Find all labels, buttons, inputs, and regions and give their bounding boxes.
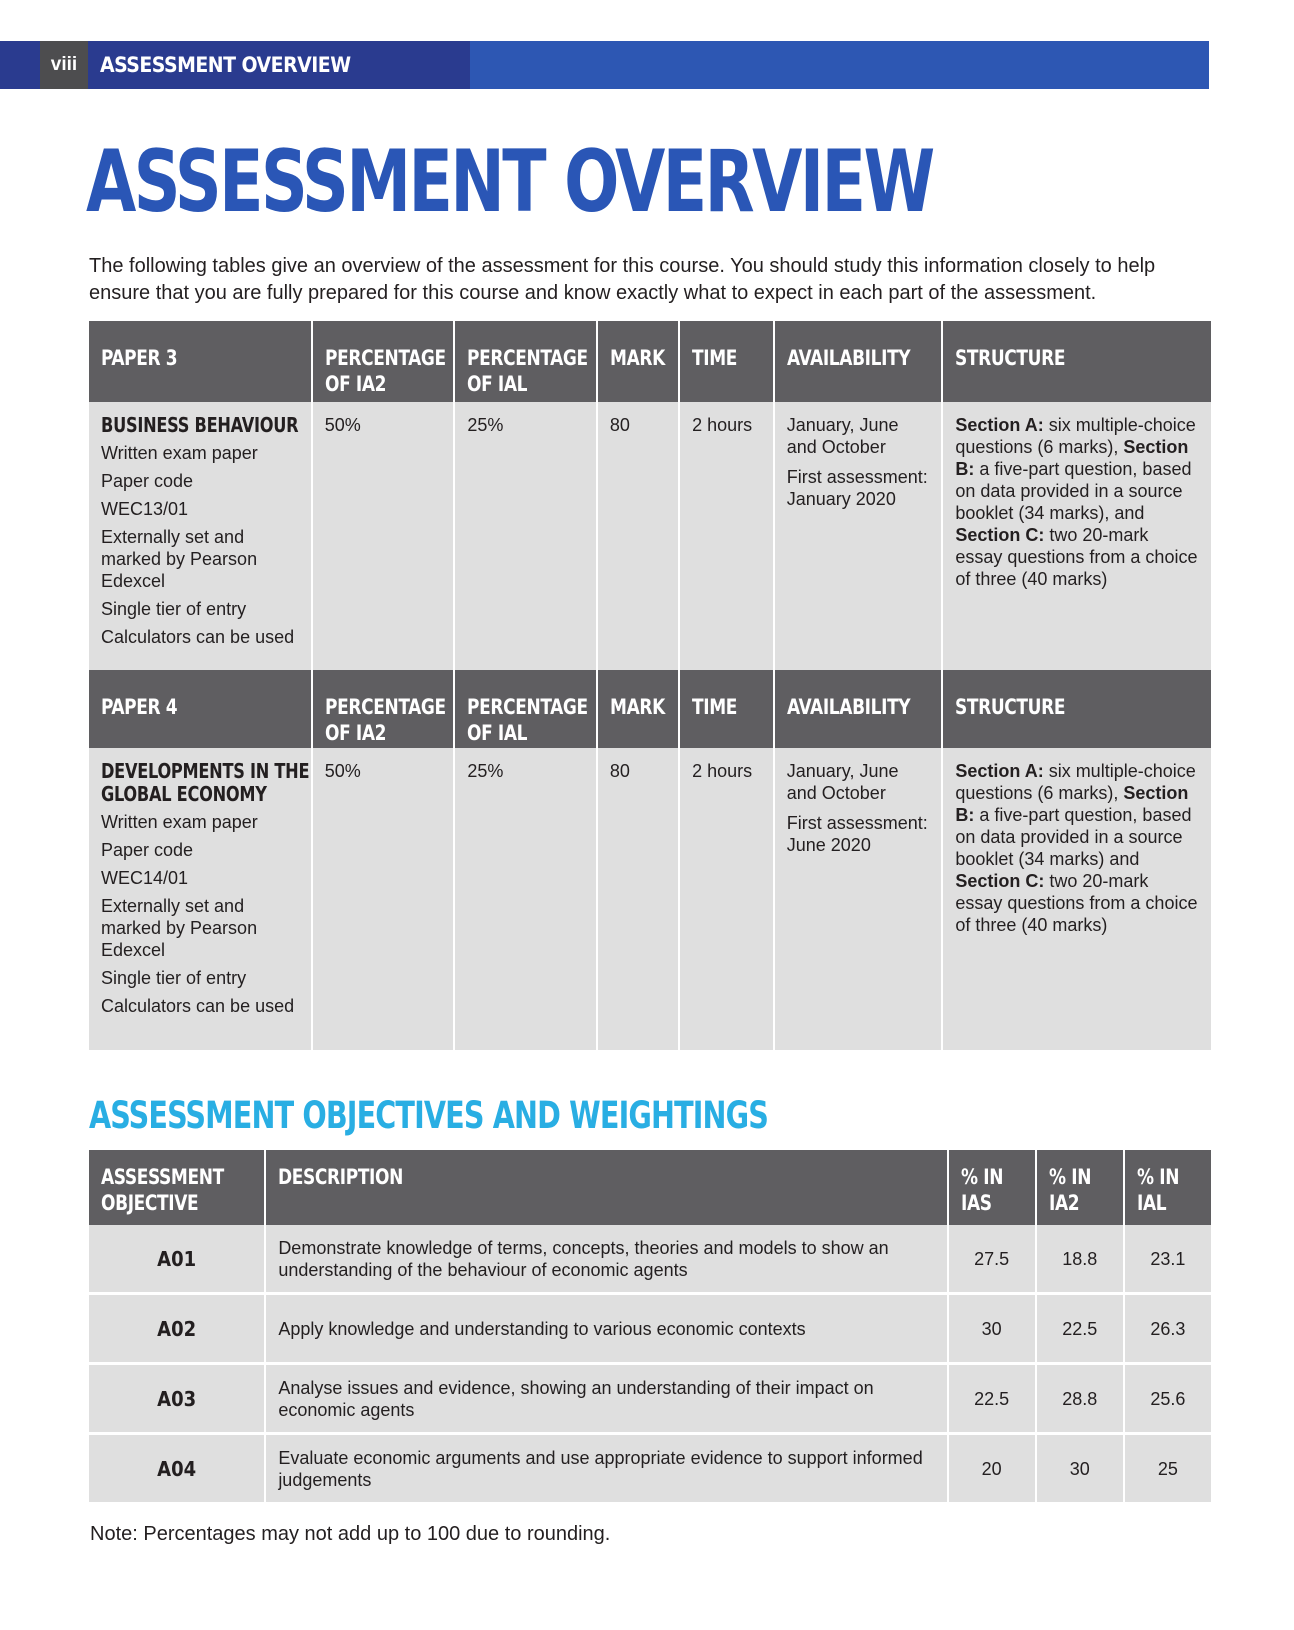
objective-ias: 27.5 (949, 1225, 1035, 1295)
objectives-header-objective: ASSESSMENT OBJECTIVE (89, 1150, 264, 1225)
paper4-header-paper: PAPER 4 (89, 670, 311, 748)
paper3-header-row (89, 321, 1211, 402)
objectives-header-ias: % IN IAS (949, 1150, 1035, 1225)
papers-table (87, 321, 1213, 1050)
paper4-pct-ia2: 50% (313, 748, 454, 1050)
intro-paragraph: The following tables give an overview of the assessment for this course. You should study this information closely to help ensure that you are fully prepared for this course and know exactly what to expect in each part of the assessment. (89, 255, 1156, 304)
objectives-header-row (89, 1150, 1211, 1225)
paper4-header-pct-ial: PERCENTAGE OF IAL (455, 670, 596, 748)
paper3-availability-cell (775, 402, 942, 670)
objectives-header-ia2: % IN IA2 (1037, 1150, 1123, 1225)
paper4-availability-cell (775, 748, 942, 1050)
paper4-structure: Section A: six multiple-choice questions (6 marks), Section B: a five-part question, based on data provided in a source booklet (34 marks) and Section C: two 20-mark essay questions from a choice of three (40 marks) (943, 748, 1211, 1050)
paper4-detail: Written exam paper (101, 812, 258, 832)
paper3-detail: Calculators can be used (101, 627, 295, 647)
objective-code: A01 (89, 1225, 264, 1295)
paper3-mark: 80 (598, 402, 678, 670)
paper4-info-cell (89, 748, 311, 1050)
paper3-body-row (89, 402, 1211, 670)
paper4-time: 2 hours (680, 748, 773, 1050)
objective-ias: 30 (949, 1295, 1035, 1365)
objective-description: Analyse issues and evidence, showing an understanding of their impact on economic agents (266, 1365, 946, 1435)
paper4-header-availability: AVAILABILITY (775, 670, 942, 748)
paper4-header-mark: MARK (598, 670, 678, 748)
objective-ia2: 18.8 (1037, 1225, 1123, 1295)
table-row (89, 1225, 1211, 1295)
paper3-detail: Single tier of entry (101, 599, 247, 619)
paper4-detail: Paper code (101, 840, 194, 860)
paper3-header-pct-ia2: PERCENTAGE OF IA2 (313, 321, 454, 402)
table-row (89, 1435, 1211, 1505)
paper3-header-mark: MARK (598, 321, 678, 402)
objective-ia2: 22.5 (1037, 1295, 1123, 1365)
paper4-header-time: TIME (680, 670, 773, 748)
page-number: viii (40, 41, 88, 89)
paper3-header-paper: PAPER 3 (89, 321, 311, 402)
running-header (0, 41, 1209, 89)
paper4-first-assessment: First assessment: June 2020 (786, 813, 928, 855)
paper4-detail: Single tier of entry (101, 968, 247, 988)
rounding-note: Note: Percentages may not add up to 100 due to rounding. (90, 1523, 611, 1545)
objective-ial: 26.3 (1125, 1295, 1211, 1365)
paper3-header-structure: STRUCTURE (943, 321, 1211, 402)
objectives-heading: ASSESSMENT OBJECTIVES AND WEIGHTINGS (89, 1094, 769, 1137)
objective-ias: 22.5 (949, 1365, 1035, 1435)
paper3-time: 2 hours (680, 402, 773, 670)
paper4-mark: 80 (598, 748, 678, 1050)
objective-ial: 25.6 (1125, 1365, 1211, 1435)
paper3-pct-ial: 25% (455, 402, 596, 670)
objective-description: Demonstrate knowledge of terms, concepts, theories and models to show an understanding of the behaviour of economic agents (266, 1225, 946, 1295)
objectives-header-ial: % IN IAL (1125, 1150, 1211, 1225)
paper3-availability: January, June and October (786, 415, 899, 457)
paper4-header-pct-ia2: PERCENTAGE OF IA2 (313, 670, 454, 748)
paper4-detail: Externally set and marked by Pearson Edexcel (101, 896, 258, 960)
objectives-header-description: DESCRIPTION (266, 1150, 946, 1225)
paper4-detail: Calculators can be used (101, 996, 295, 1016)
objective-description: Apply knowledge and understanding to various economic contexts (266, 1295, 946, 1365)
paper4-header-structure: STRUCTURE (943, 670, 1211, 748)
objectives-table (87, 1150, 1213, 1505)
paper3-header-time: TIME (680, 321, 773, 402)
objective-ial: 25 (1125, 1435, 1211, 1505)
paper4-pct-ial: 25% (455, 748, 596, 1050)
paper3-header-pct-ial: PERCENTAGE OF IAL (455, 321, 596, 402)
paper3-info-cell (89, 402, 311, 670)
objective-ial: 23.1 (1125, 1225, 1211, 1295)
paper3-header-availability: AVAILABILITY (775, 321, 942, 402)
paper3-first-assessment: First assessment: January 2020 (786, 467, 928, 509)
objective-ias: 20 (949, 1435, 1035, 1505)
objective-description: Evaluate economic arguments and use appropriate evidence to support informed judgements (266, 1435, 946, 1505)
paper3-structure: Section A: six multiple-choice questions (6 marks), Section B: a five-part question, based on data provided in a source booklet (34 marks), and Section C: two 20-mark essay questions from a choice of three (40 marks) (943, 402, 1211, 670)
paper3-title: BUSINESS BEHAVIOUR (101, 413, 299, 437)
paper4-availability: January, June and October (786, 761, 899, 803)
paper3-detail: Written exam paper (101, 443, 258, 463)
paper3-detail: Paper code (101, 471, 194, 491)
page-title: ASSESSMENT OVERVIEW (86, 132, 933, 232)
paper4-header-row (89, 670, 1211, 748)
table-row (89, 1365, 1211, 1435)
paper4-detail: WEC14/01 (101, 868, 189, 888)
objective-code: A04 (89, 1435, 264, 1505)
table-row (89, 1295, 1211, 1365)
paper3-detail: Externally set and marked by Pearson Edexcel (101, 527, 258, 591)
objective-code: A03 (89, 1365, 264, 1435)
running-title: ASSESSMENT OVERVIEW (100, 53, 351, 77)
objective-code: A02 (89, 1295, 264, 1365)
objective-ia2: 28.8 (1037, 1365, 1123, 1435)
paper3-pct-ia2: 50% (313, 402, 454, 670)
objective-ia2: 30 (1037, 1435, 1123, 1505)
paper3-detail: WEC13/01 (101, 499, 189, 519)
paper4-body-row (89, 748, 1211, 1050)
paper4-title: DEVELOPMENTS IN THE GLOBAL ECONOMY (101, 759, 310, 806)
